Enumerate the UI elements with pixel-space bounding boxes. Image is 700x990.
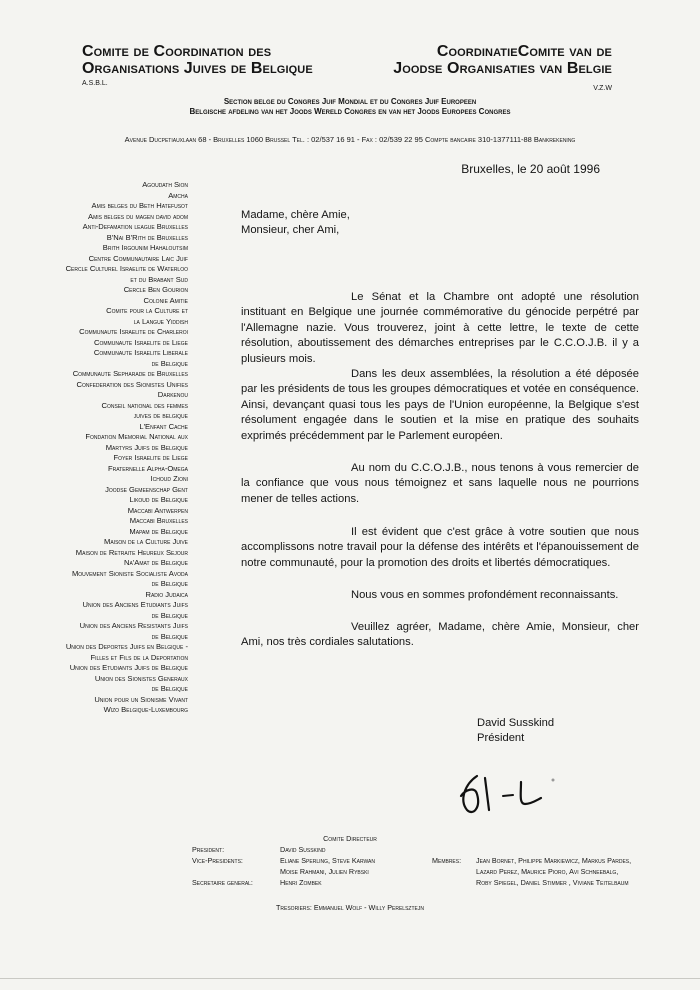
member-organisation-item: de Belgique — [151, 358, 188, 368]
member-organisation-item: Amis belges du Beth Hatefusot — [91, 201, 188, 210]
member-organisation-item: et du Brabant Sud — [130, 274, 188, 284]
paragraph-5 — [241, 588, 639, 603]
members-names — [476, 855, 631, 888]
member-organisation-item: Maccabi Antwerpen — [127, 505, 188, 515]
member-organisation-item: Martyrs Juifs de Belgique — [105, 442, 188, 452]
handwritten-signature — [455, 770, 565, 820]
vice-presidents-line2: Moise Rahmani, Julien Rybski — [280, 867, 369, 876]
paragraph-1 — [241, 290, 639, 367]
member-organisation-item: Cercle Ben Gourion — [123, 285, 188, 294]
salutation-madame: Madame, chère Amie, — [241, 209, 350, 221]
member-organisation-item: Fondation Memorial National aux — [85, 432, 188, 441]
paragraph-4-text: Il est évident que c'est grâce à votre soutien que nous accomplissons notre travail pour la défense des intérêts et l'épanouissement de notre communauté, pour la promotion des droits et libertés démocratiques. — [241, 526, 639, 569]
paragraph-5-text: Nous vous en sommes profondément reconnaissants. — [351, 589, 619, 601]
vice-presidents-label: Vice-Presidents: — [192, 856, 243, 865]
member-organisation-item: B'Nai B'Rith de Bruxelles — [106, 232, 188, 242]
org-name-french — [82, 43, 313, 77]
member-organisation-item: juives de belgique — [133, 411, 188, 420]
org-name-french-line2: Organisations Juives de Belgique — [82, 60, 313, 77]
salutation-monsieur: Monsieur, cher Ami, — [241, 224, 340, 237]
signature-block — [477, 716, 554, 746]
member-organisation-item: Amcha — [168, 190, 188, 200]
members-line1: Jean Bornet, Philippe Markiewicz, Markus Pardes, — [476, 856, 632, 865]
member-organisation-item: de Belgique — [151, 610, 188, 620]
members-line3: Roby Spiegel, Daniel Stimmer , Viviane Teitelbaum — [476, 878, 629, 887]
member-organisation-item: Filles et Fils de la Deportation — [90, 652, 188, 662]
committee-title: Comite Directeur — [323, 834, 377, 843]
member-organisation-item: de Belgique — [151, 684, 188, 693]
letter-date: Bruxelles, le 20 août 1996 — [461, 162, 600, 176]
member-organisation-item: Radio Judaica — [145, 589, 188, 599]
member-organisation-item: Brith Irgounim Hahaloutsim — [102, 243, 188, 252]
member-organisation-item: Centre Communautaire Laic Juif — [88, 253, 188, 263]
member-organisation-item: Ichoud Zioni — [150, 474, 188, 483]
org-name-dutch-line1: CoordinatieComite van de — [436, 43, 612, 60]
paragraph-3 — [241, 461, 639, 507]
section-dutch: Belgische afdeling van het Joods Wereld Congres en van het Joods Europees Congres — [189, 107, 511, 116]
section-french: Section belge du Congres Juif Mondial et du Congres Juif Europeen — [223, 97, 477, 106]
member-organisations-list — [0, 180, 188, 716]
member-organisation-item: Likoud de Belgique — [129, 495, 188, 504]
org-name-dutch — [393, 43, 612, 77]
member-organisation-item: L'Enfant Cache — [139, 421, 188, 431]
bottom-edge-line — [0, 978, 700, 979]
member-organisation-item: Maccabi Bruxelles — [129, 516, 188, 525]
member-organisation-item: Union des Deportes Juifs en Belgique - — [65, 642, 188, 651]
member-organisation-item: Darkenou — [157, 390, 188, 399]
member-organisation-item: Confederation des Sionistes Unifies — [76, 379, 188, 389]
member-organisation-item: Comite pour la Culture et — [106, 306, 188, 315]
secretary-label: Secretaire general: — [192, 878, 253, 887]
member-organisation-item: Cercle Culturel Israelite de Waterloo — [65, 264, 188, 273]
member-organisation-item: Agoudath Sion — [142, 180, 188, 189]
asbl-label: A.S.B.L. — [82, 80, 108, 87]
member-organisation-item: Maison de Retraite Heureux Sejour — [75, 547, 188, 557]
salutation — [241, 208, 639, 239]
member-organisation-item: Communaute Sepharade de Bruxelles — [72, 369, 188, 378]
member-organisation-item: Union des Anciens Resistants Juifs — [79, 621, 188, 630]
signatory-name: David Susskind — [477, 717, 555, 729]
paragraph-1-text: Le Sénat et la Chambre ont adopté une résolution instituant en Belgique une journée commémorative du génocide perpétré par l'Allemagne nazie. Vous trouverez, joint à cette lettre, le texte de cette résolution, aboutissement des démarches entreprises par le C.C.O.J.B. il y a plusieurs mois. — [241, 291, 639, 365]
member-organisation-item: Mapam de Belgique — [129, 526, 188, 536]
member-organisation-item: Union pour un Sionisme Vivant — [94, 694, 188, 704]
member-organisation-item: Union des Sionistes Generaux — [94, 673, 188, 683]
member-organisation-item: Foyer Israelite de Liege — [113, 453, 188, 462]
member-organisation-item: Fraternelle Alpha-Omega — [107, 463, 188, 473]
member-organisation-item: Anti-Defamation league Bruxelles — [82, 222, 188, 231]
committee-names — [280, 844, 375, 888]
president-name: David Susskind — [280, 845, 326, 854]
address-line: Avenue Ducpetiauxlaan 68 - Bruxelles 1060 Brussel Tel. : 02/537 16 91 - Fax : 02/539 22 95 Compte bancaire 310-1377111-88 Bankrekening — [124, 135, 576, 144]
signatory-title: Président — [477, 732, 525, 744]
member-organisation-item: de Belgique — [151, 579, 188, 588]
members-line2: Lazard Perez, Maurice Pioro, Avi Schneebalg, — [476, 867, 619, 876]
paragraph-2 — [241, 367, 639, 444]
member-organisation-item: de Belgique — [151, 631, 188, 641]
member-organisation-item: Union des Etudiants Juifs de Belgique — [69, 663, 188, 672]
member-organisation-item: Na'Amat de Belgique — [124, 558, 188, 567]
member-organisation-item: Joodse Gemeenschap Gent — [105, 484, 188, 494]
member-organisation-item: Union des Anciens Etudiants Juifs — [82, 600, 188, 609]
paragraph-2-text: Dans les deux assemblées, la résolution a été déposée par les présidents de tous les groupes démocratiques et votée en conséquence. Ainsi, devançant quasi tous les pays de l'Union européenne, la Belgique s'est résolument engagée dans le soutien et la mise en pratique des souhaits exprimés précédemment par le Parlement européen. — [241, 368, 639, 442]
member-organisation-item: Wizo Belgique-Luxembourg — [103, 705, 188, 714]
member-organisation-item: Communaute Israelite Liberale — [93, 348, 188, 357]
org-name-french-line1: Comite de Coordination des — [82, 43, 272, 60]
vice-presidents-line1: Eliane Sperling, Steve Karwan — [280, 856, 375, 865]
members-label: Membres: — [432, 856, 462, 865]
secretary-name: Henri Zombek — [280, 878, 322, 887]
treasurers: Tresoriers: Emmanuel Wolf - Willy Perelsztejn — [276, 903, 424, 912]
member-organisation-item: Communaute Israelite de Liege — [94, 337, 188, 347]
member-organisation-item: Conseil national des femmes — [101, 400, 188, 410]
committee-labels — [192, 844, 253, 888]
member-organisation-item: Maison de la Culture Juive — [104, 537, 188, 546]
president-label: President: — [192, 845, 225, 854]
org-name-dutch-line2: Joodse Organisaties van Belgie — [393, 60, 612, 77]
member-organisation-item: Colonie Amitie — [143, 295, 188, 305]
paragraph-6 — [241, 620, 639, 651]
member-organisation-item: Mouvement Sioniste Socialiste Avoda — [71, 568, 188, 578]
member-organisation-item: Communaute Israelite de Charleroi — [79, 327, 188, 336]
member-organisation-item: Amis belges du magen david adom — [88, 211, 188, 221]
vzw-label: V.Z.W — [593, 85, 612, 92]
paragraph-6-text: Veuillez agréer, Madame, chère Amie, Monsieur, cher Ami, nos très cordiales salutations. — [241, 621, 639, 649]
paragraph-3-text: Au nom du C.C.O.J.B., nous tenons à vous remercier de la confiance que vous nous témoignez et sans laquelle nous ne pourrions mener de telles actions. — [241, 462, 639, 505]
member-organisation-item: la Langue Yiddish — [133, 316, 188, 326]
paragraph-4 — [241, 525, 639, 571]
